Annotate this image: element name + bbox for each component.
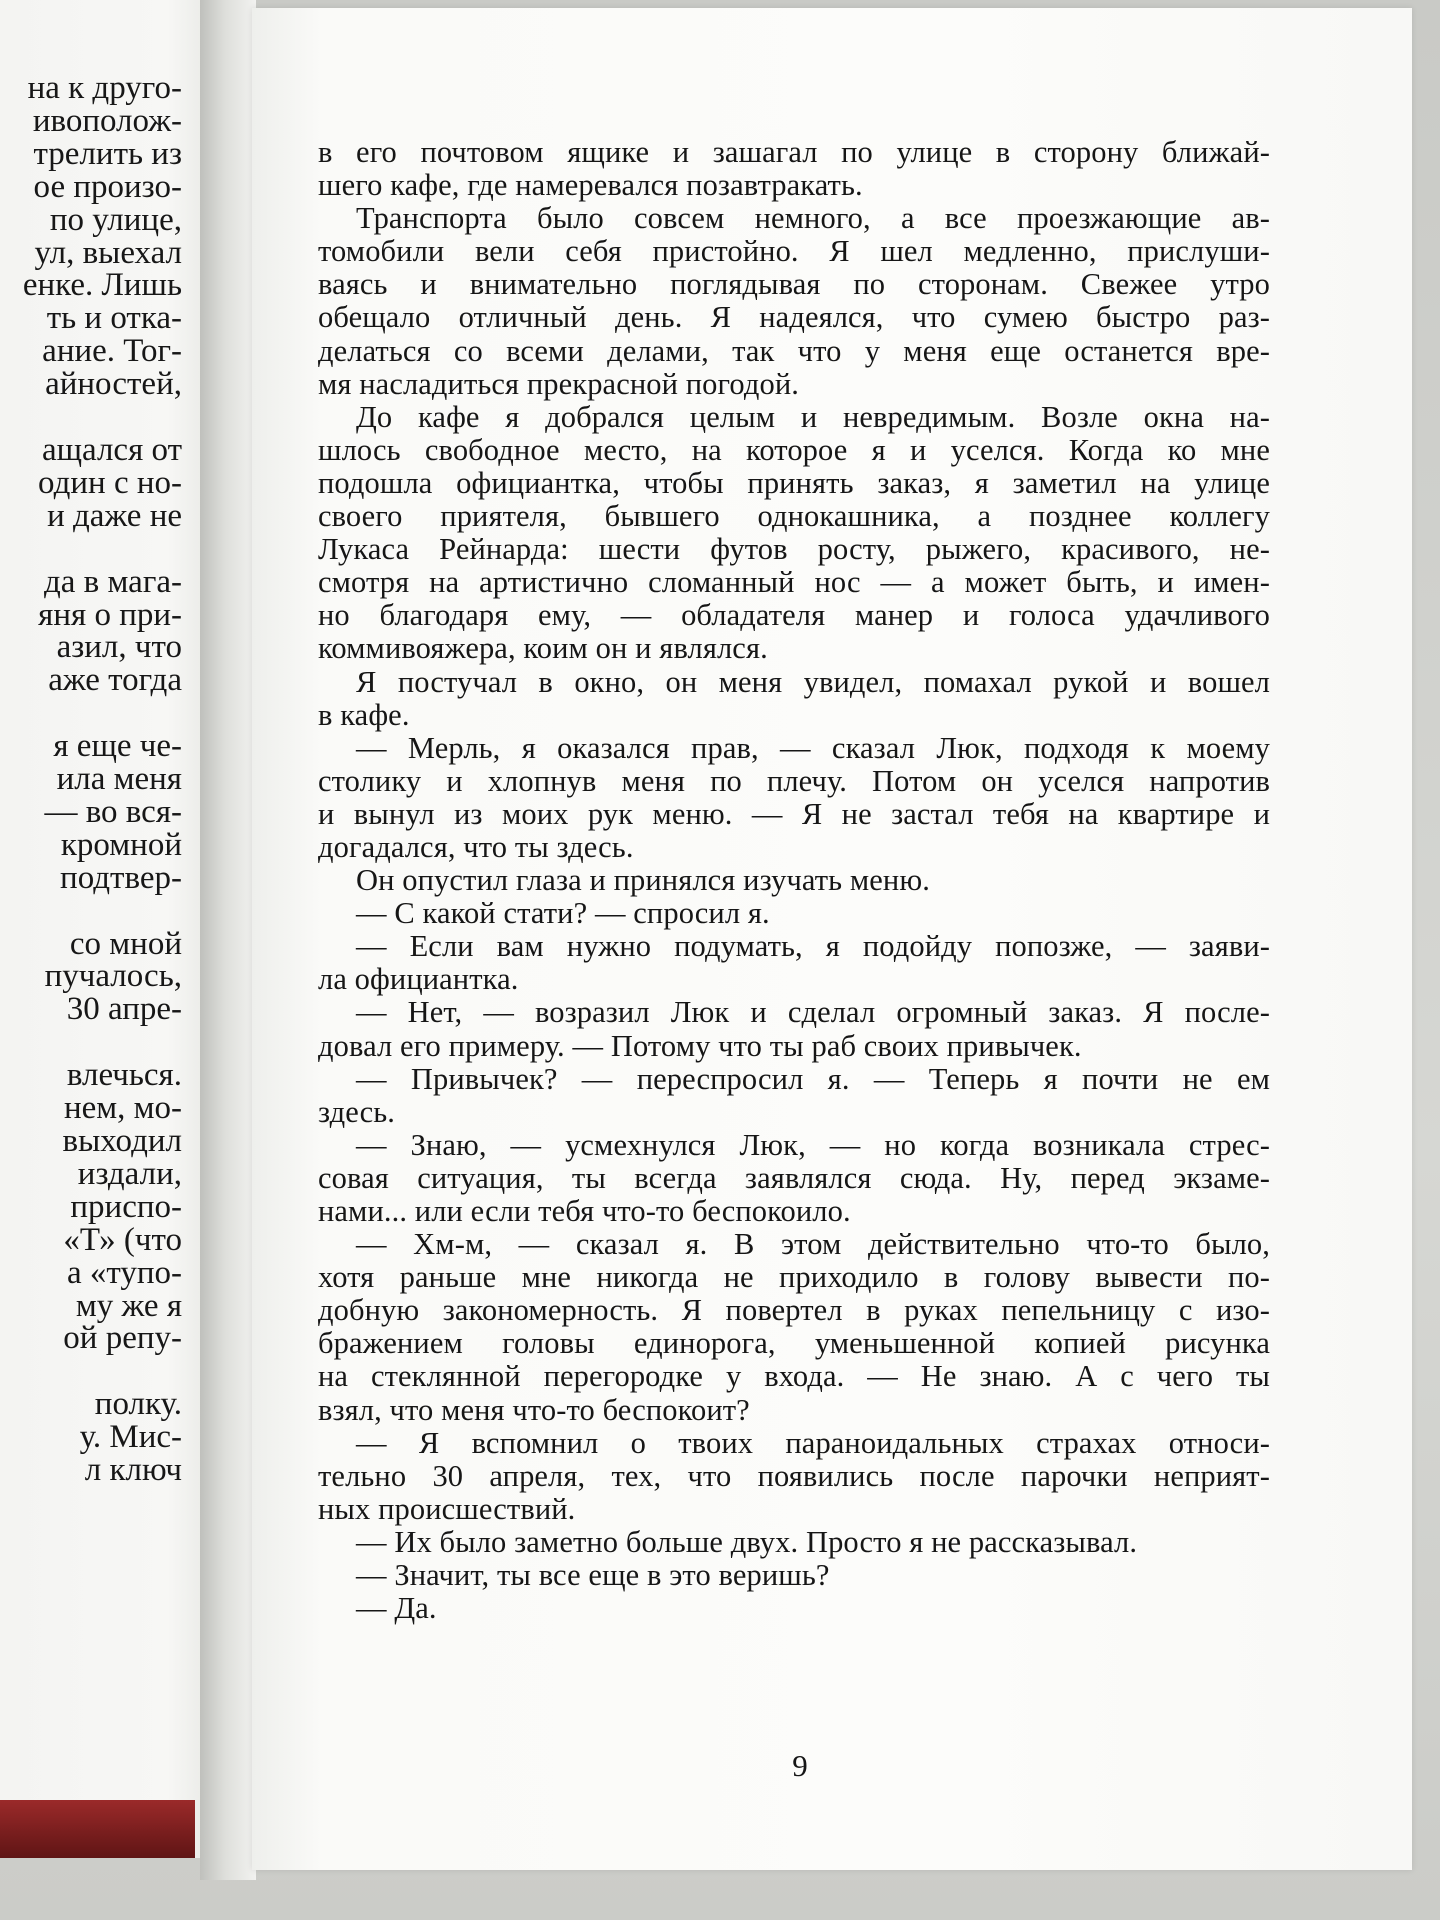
left-page-line: яня о при-: [38, 596, 182, 633]
left-page-line: ое произо-: [33, 168, 182, 205]
left-page-line: «Т» (что: [63, 1221, 182, 1258]
left-page-line: — во вся-: [44, 793, 182, 830]
text-line: томобили вели себя пристойно. Я шел медленно, прислуши-: [318, 234, 1270, 269]
text-line: добную закономерность. Я повертел в руках пепельницу с изо-: [318, 1293, 1270, 1328]
left-page-line: издали,: [77, 1155, 182, 1192]
left-page-line: ание. Тог-: [42, 333, 182, 370]
text-line: ваясь и внимательно поглядывая по сторонам. Свежее утро: [318, 267, 1270, 302]
text-line: — Да.: [356, 1591, 437, 1626]
left-page-line: а «тупо-: [66, 1254, 182, 1291]
left-page-line: [0, 697, 182, 730]
left-page-line: ащался от: [41, 431, 182, 468]
text-line: ных происшествий.: [318, 1491, 576, 1526]
left-page-line: л ключ: [84, 1452, 182, 1489]
left-page-line: [0, 1026, 182, 1059]
text-line: бражением головы единорога, уменьшенной копией рисунка: [318, 1326, 1270, 1361]
left-page-line: на к друго-: [27, 70, 182, 106]
text-line: нами... или если тебя что-то беспокоило.: [318, 1194, 851, 1228]
text-line: — Мерль, я оказался прав, — сказал Люк, подходя к моему: [356, 730, 1270, 765]
text-line: на стеклянной перегородке у входа. — Не знаю. А с чего ты: [318, 1359, 1270, 1394]
book-cover-edge: [0, 1800, 195, 1858]
text-line: Я постучал в окно, он меня увидел, помахал рукой и вошел: [356, 664, 1270, 699]
left-page-line: айностей,: [45, 366, 182, 403]
left-page-line: полку.: [94, 1386, 182, 1423]
left-page-line: у. Мис-: [79, 1419, 182, 1456]
left-page-line: ила меня: [56, 761, 182, 798]
left-page-line: пучалось,: [44, 958, 182, 995]
text-line: Транспорта было совсем немного, а все проезжающие ав-: [356, 201, 1270, 236]
text-line: шего кафе, где намеревался позавтракать.: [318, 168, 863, 203]
left-page-text: [0, 72, 182, 1487]
text-line: взял, что меня что-то беспокоит?: [318, 1392, 750, 1427]
text-line: — Значит, ты все еще в это веришь?: [356, 1558, 830, 1593]
text-line: подошла официантка, чтобы принять заказ, я заметил на улице: [318, 465, 1270, 500]
left-page-line: аже тогда: [48, 662, 182, 699]
left-page-line: ть и отка-: [46, 300, 182, 337]
right-page: [252, 8, 1412, 1870]
text-line: До кафе я добрался целым и невредимым. Возле окна на-: [356, 399, 1270, 434]
text-line: в его почтовом ящике и зашагал по улице в сторону ближай-: [318, 135, 1270, 169]
left-page-line: [0, 895, 182, 928]
text-line: коммивояжера, коим он и являлся.: [318, 631, 768, 666]
text-line: но благодаря ему, — обладателя манер и голоса удачливого: [318, 598, 1270, 633]
left-page-line: ул, выехал: [34, 234, 182, 271]
left-page-line: подтвер-: [60, 859, 182, 896]
text-line: Он опустил глаза и принялся изучать меню.: [356, 863, 930, 898]
text-line: довал его примеру. — Потому что ты раб своих привычек.: [318, 1028, 1082, 1063]
left-page-line: кромной: [60, 826, 182, 863]
text-line: — Знаю, — усмехнулся Люк, — но когда возникала стрес-: [356, 1127, 1270, 1162]
text-line: — Если вам нужно подумать, я подойду попозже, — заяви-: [356, 929, 1270, 964]
text-line: ла официантка.: [318, 962, 519, 997]
text-line: — С какой стати? — спросил я.: [356, 896, 770, 931]
text-line: догадался, что ты здесь.: [318, 829, 634, 864]
left-page-line: азил, что: [56, 629, 182, 666]
page-gutter: [200, 0, 256, 1880]
text-line: столику и хлопнув меня по плечу. Потом он уселся напротив: [318, 763, 1270, 798]
left-page-line: я еще че-: [53, 728, 182, 765]
left-page-line: один с но-: [38, 464, 182, 501]
left-page-line: [0, 533, 182, 566]
left-page-line: приспо-: [70, 1188, 182, 1225]
left-page-line: 30 апре-: [66, 991, 182, 1028]
left-page-line: му же я: [75, 1287, 182, 1324]
text-line: шлось свободное место, на которое я и уселся. Когда ко мне: [318, 432, 1270, 467]
left-page-line: [0, 401, 182, 434]
left-page-line: ой репу-: [63, 1320, 182, 1357]
text-line: мя насладиться прекрасной погодой.: [318, 366, 799, 401]
page-body-text: [318, 136, 1270, 1625]
text-line: совая ситуация, ты всегда заявлялся сюда. Ну, перед экзаме-: [318, 1160, 1270, 1195]
text-line: тельно 30 апреля, тех, что появились после парочки неприят-: [318, 1458, 1270, 1493]
left-page-line: влечься.: [66, 1057, 182, 1094]
left-page-line: и даже не: [47, 497, 182, 534]
text-line: Лукаса Рейнарда: шести футов росту, рыжего, красивого, не-: [318, 532, 1270, 567]
text-line: делаться со всеми делами, так что у меня еще останется вре-: [318, 333, 1270, 368]
text-line: хотя раньше мне никогда не приходило в голову вывести по-: [318, 1260, 1270, 1295]
text-line: своего приятеля, бывшего однокашника, а позднее коллегу: [318, 499, 1270, 534]
left-page-line: выходил: [62, 1123, 182, 1159]
left-page-line: [0, 1355, 182, 1388]
text-line: — Хм-м, — сказал я. В этом действительно что-то было,: [356, 1227, 1270, 1262]
text-line: здесь.: [318, 1094, 395, 1129]
text-line: — Я вспомнил о твоих параноидальных страхах относи-: [356, 1425, 1270, 1460]
left-page-line: енке. Лишь: [22, 267, 182, 304]
left-page-line: нем, мо-: [63, 1090, 182, 1127]
left-page-line: трелить из: [33, 135, 182, 172]
left-page-line: ивополож-: [32, 102, 182, 139]
text-line: смотря на артистично сломанный нос — а может быть, и имен-: [318, 565, 1270, 600]
left-page-line: по улице,: [49, 201, 182, 238]
text-line: — Привычек? — переспросил я. — Теперь я почти не ем: [356, 1061, 1270, 1096]
text-line: — Их было заметно больше двух. Просто я не рассказывал.: [356, 1524, 1138, 1559]
text-line: — Нет, — возразил Люк и сделал огромный заказ. Я после-: [356, 995, 1270, 1030]
text-line: и вынул из моих рук меню. — Я не застал тебя на квартире и: [318, 796, 1270, 831]
page-number: 9: [792, 1748, 808, 1783]
left-page-line: со мной: [69, 925, 182, 962]
text-line: в кафе.: [318, 697, 410, 732]
left-page-line: да в мага-: [44, 563, 182, 600]
text-line: обещало отличный день. Я надеялся, что сумею быстро раз-: [318, 300, 1270, 335]
